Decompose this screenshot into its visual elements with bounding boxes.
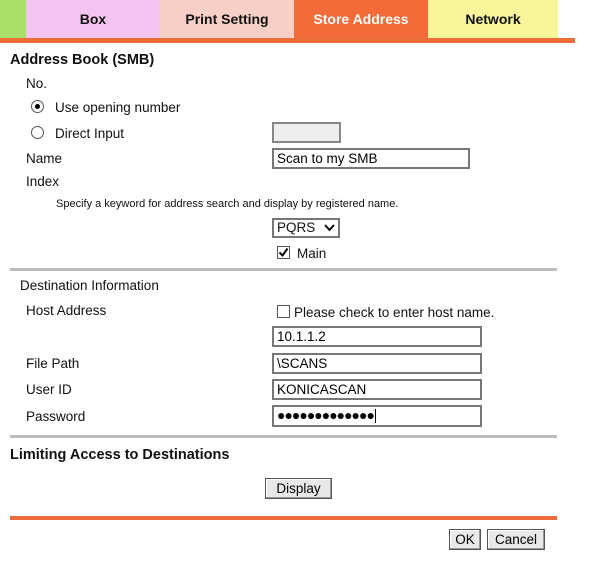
tab-network[interactable] <box>428 0 558 38</box>
chevron-down-icon <box>324 222 335 238</box>
checkmark-icon <box>278 247 289 258</box>
tab-box-label: Box <box>79 11 107 27</box>
tab-underline <box>0 38 575 43</box>
radio-use-opening-number-label: Use opening number <box>55 100 181 115</box>
tab-blank[interactable] <box>0 0 26 38</box>
index-label: Index <box>26 174 60 189</box>
index-select-value: PQRS <box>277 220 316 235</box>
main-checkbox[interactable] <box>277 246 290 259</box>
file-path-label: File Path <box>26 356 80 371</box>
tab-store-address-label: Store Address <box>313 11 409 27</box>
cancel-button[interactable]: Cancel <box>487 529 545 550</box>
host-address-field[interactable]: 10.1.1.2 <box>272 326 482 347</box>
host-name-checkbox[interactable] <box>277 305 290 318</box>
ok-button[interactable]: OK <box>449 529 481 550</box>
divider <box>10 268 557 271</box>
direct-input-field[interactable] <box>272 122 341 143</box>
divider <box>10 435 557 438</box>
password-mask: ●●●●●●●●●●●●● <box>277 407 374 423</box>
section-title: Address Book (SMB) <box>10 52 155 68</box>
display-button[interactable]: Display <box>265 478 332 499</box>
file-path-field[interactable]: \SCANS <box>272 353 482 374</box>
radio-use-opening-number[interactable] <box>31 100 44 113</box>
tab-print-setting[interactable] <box>160 0 294 38</box>
host-address-label: Host Address <box>26 303 107 318</box>
radio-direct-input-label: Direct Input <box>55 126 125 141</box>
tab-network-label: Network <box>465 11 521 27</box>
limiting-access-title: Limiting Access to Destinations <box>10 447 230 463</box>
main-checkbox-label: Main <box>297 246 327 261</box>
name-field[interactable]: Scan to my SMB <box>272 148 470 169</box>
password-field[interactable] <box>272 405 482 427</box>
tab-print-setting-label: Print Setting <box>185 11 269 27</box>
index-select[interactable] <box>272 218 340 238</box>
no-label: No. <box>26 76 48 91</box>
footer-rule <box>10 516 557 520</box>
tab-store-address[interactable] <box>294 0 428 38</box>
password-label: Password <box>26 409 86 424</box>
destination-title: Destination Information <box>20 278 159 293</box>
tab-box[interactable] <box>26 0 160 38</box>
name-label: Name <box>26 151 63 166</box>
text-caret <box>375 409 376 423</box>
index-hint: Specify a keyword for address search and display by registered name. <box>56 198 399 210</box>
user-id-field[interactable]: KONICASCAN <box>272 379 482 400</box>
host-name-checkbox-label: Please check to enter host name. <box>294 305 495 320</box>
user-id-label: User ID <box>26 382 72 397</box>
radio-direct-input[interactable] <box>31 126 44 139</box>
tab-bar <box>0 0 592 38</box>
